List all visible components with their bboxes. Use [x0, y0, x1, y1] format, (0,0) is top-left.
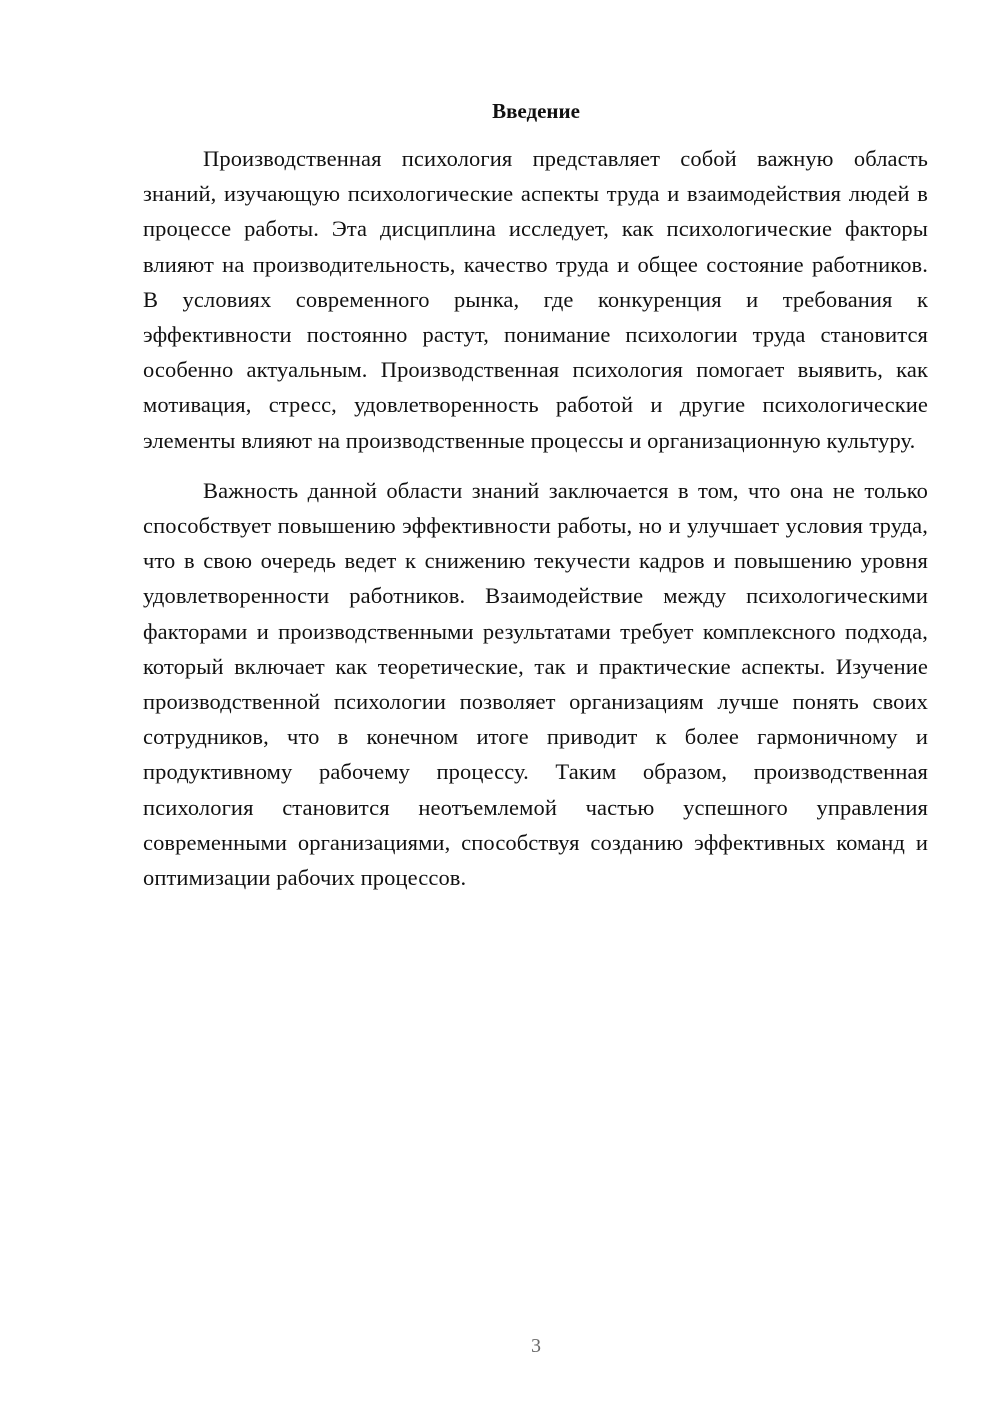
paragraph-2: Важность данной области знаний заключается в том, что она не только способствует повышению эффективности работы, но и улучшает условия труда, что в свою очередь ведет к снижению текучести кадров и повышению уровня удовлетворенности работников. Взаимодействие между психологическими факторами и производственными результатами требует комплексного подхода, который включает как теоретические, так и практические аспекты. Изучение производственной психологии позволяет организациям лучше понять своих сотрудников, что в конечном итоге приводит к более гармоничному и продуктивному рабочему процессу. Таким образом, производственная психология становится неотъемлемой частью успешного управления современными организациями, способствуя созданию эффективных команд и оптимизации рабочих процессов. — [143, 477, 928, 891]
paragraph-1: Производственная психология представляет собой важную область знаний, изучающую психологические аспекты труда и взаимодействия людей в процессе работы. Эта дисциплина исследует, как психологические факторы влияют на производительность, качество труда и общее состояние работников. В условиях современного рынка, где конкуренция и требования к эффективности постоянно растут, понимание психологии труда становится особенно актуальным. Производственная психология помогает выявить, как мотивация, стресс, удовлетворенность работой и другие психологические элементы влияют на производственные процессы и организационную культуру. — [143, 146, 928, 453]
section-heading: Введение — [492, 99, 580, 123]
page-number: 3 — [531, 1335, 541, 1357]
body-text — [143, 141, 928, 895]
